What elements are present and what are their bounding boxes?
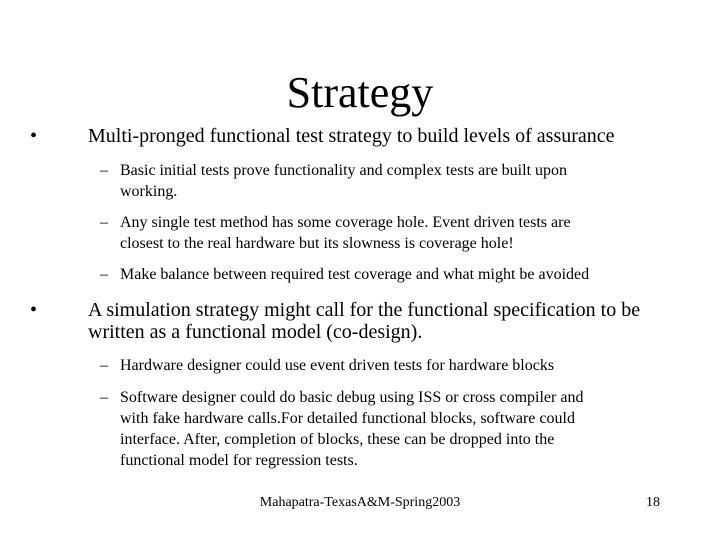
page-number: 18 [646,495,660,510]
sub-bullet-text: Software designer could do basic debug using ISS or cross compiler and with fake hardware calls.For detailed functional blocks, software could interface. After, completion of blocks, these can be dropped into the functional model for regression tests. [120,389,584,469]
dash-icon: – [100,214,108,231]
dash-icon: – [100,389,108,406]
bullet-icon: • [30,299,38,321]
slide-title-text: Strategy [286,68,434,117]
dash-icon: – [100,357,108,374]
sub-bullet-text: Basic initial tests prove functionality and complex tests are built upon working. [120,162,568,200]
footer-text: Mahapatra-TexasA&M-Spring2003 [259,495,461,510]
sub-bullet-text: Any single test method has some coverage hole. Event driven tests are closest to the real hardware but its slowness is coverage hole! [120,214,571,252]
bullet-icon: • [30,125,38,147]
bullet-text: Multi-pronged functional test strategy to build levels of assurance [88,125,615,147]
slide-title [0,68,720,118]
sub-bullet-text: Make balance between required test coverage and what might be avoided [120,266,590,283]
dash-icon: – [100,162,108,179]
dash-icon: – [100,266,108,283]
bullet-text: A simulation strategy might call for the functional specification to be written as a functional model (co-design). [88,299,641,343]
sub-bullet-text: Hardware designer could use event driven tests for hardware blocks [120,357,555,374]
